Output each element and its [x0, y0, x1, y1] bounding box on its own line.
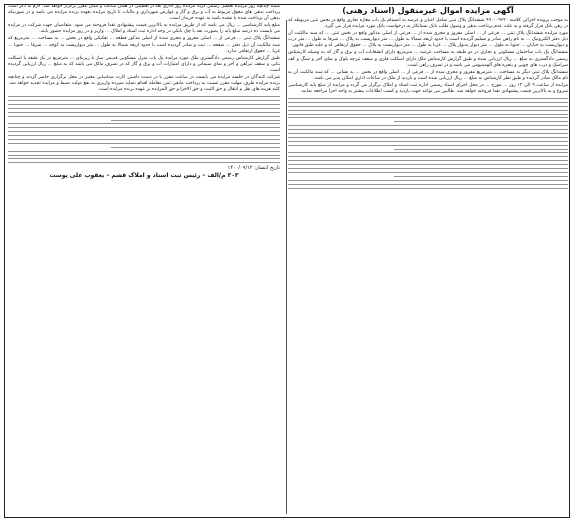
notice-paragraph: ششدانگ پلاک ثبتی دیگر به مساحت ... مترمربع مفروز و مجزی شده از ... فرعی از ... اصلی واقع در بخش ... به نشانی ... که سند مالکیت آن به نام مالک صادر گردیده و طبق نظر کارشناس به مبلغ ... ریال ارزیابی شده است و بازدید از ملک در ساعات اداری امکان پذیر می باشد.: [288, 69, 568, 81]
print-line: [8, 131, 280, 132]
notice-right-column: [288, 4, 568, 516]
print-line: [8, 139, 280, 140]
print-line: [288, 129, 568, 130]
notice-paragraph: طبق گزارش کارشناس رسمی دادگستری ملک مورد مزایده یک باب منزل مسکونی قدیمی ساز با زیربنای ... مترمربع در یک طبقه با اسکلت بنایی و سقف تیرآهن و آجر و نمای سیمانی و دارای امتیازات آب و برق و گاز که در تصرف مالک می باشد که به مبلغ ... ریال ارزیابی گردیده است.: [8, 55, 280, 73]
print-line: [288, 188, 568, 189]
notice-paragraph: مزایده از ساعت ۹ الی ۱۲ روز ... مورخ ... در محل اجرای اسناد رسمی اداره ثبت اسناد و املاک برگزار می گردد و مزایده از مبلغ پایه کارشناسی شروع و به بالاترین قیمت پیشنهادی نقدا فروخته خواهد شد. طالبین می توانند جهت بازدید و کسب اطلاعات بیشتر به واحد اجرا مراجعه نمایند.: [288, 82, 568, 95]
notice-paragraph: مبلغ پایه کارشناسی ... ریال می باشد که از طریق مزایده به بالاترین قیمت پیشنهادی نقدا فروخته می شود. متقاضیان جهت شرکت در مزایده می بایست ده درصد مبلغ پایه را بصورت نقد یا چک بانکی در وجه اداره ثبت اسناد و املاک ... واریز و در روز مزایده حضور یابند.: [8, 23, 280, 35]
print-line: [288, 117, 568, 118]
print-line: [288, 106, 568, 107]
print-line: [288, 114, 568, 115]
print-line: [288, 172, 568, 173]
print-line: [288, 133, 568, 134]
print-line: [8, 104, 280, 105]
print-line: [288, 168, 568, 169]
print-line: [8, 135, 280, 136]
print-line: [288, 184, 568, 185]
print-line: [111, 147, 280, 148]
print-line: [288, 125, 568, 126]
print-line: [394, 121, 568, 122]
print-line: [8, 158, 280, 159]
print-line: [8, 96, 280, 97]
print-line: [8, 143, 280, 144]
print-line: [8, 123, 280, 124]
notice-left-column: [8, 4, 280, 516]
column-divider: [286, 20, 287, 514]
print-line: [8, 116, 280, 117]
print-line: [288, 145, 568, 146]
print-line: [288, 98, 568, 99]
notice-paragraph: ششدانگ یک باب ساختمان مسکونی و تجاری در دو طبقه به مساحت عرصه ... مترمربع دارای انشعابات آب و برق و گاز که به وسیله کارشناس رسمی دادگستری به مبلغ ... ریال ارزیابی شده و طبق گزارش کارشناس ملک دارای اسکلت فلزی و سقف تیرچه بلوک و نمای آجر و سنگ و کف سرامیک و درب های چوبی و پنجره های آلومینیومی می باشد و در تصرف راهن است.: [288, 50, 568, 68]
print-line: [8, 151, 280, 152]
notice-paragraph: مورد مزایده ششدانگ پلاک ثبتی ... فرعی از ... اصلی مفروز و مجزی شده از ... فرعی از اصلی مذکور واقع در بخش ثبتی ... که سند مالکیت آن ذیل دفتر الکترونیک ... به نام راهن صادر و تسلیم گردیده است با حدود اربعه شمالا به طول ... متر دیواریست به پلاک ... شرقا به طول ... متر درب و دیواریست به خیابان ... جنوبا به طول ... متر دیوار بدیوار پلاک ... غربا به طول ... متر دیواریست به پلاک ... حقوق ارتفاقی له و علیه طبق قانون.: [288, 31, 568, 49]
print-line: [8, 127, 280, 128]
print-line: [288, 164, 568, 165]
print-line: [8, 155, 280, 156]
publish-date: تاریخ انتشار: ۱۴۰۰/۰۹/۱۲: [227, 165, 280, 172]
notice-paragraph: شرکت کنندگان در جلسه مزایده می بایست در ساعت مقرر با در دست داشتن کارت شناسایی معتبر در محل برگزاری حاضر گردند و چنانچه برنده مزایده ظرف مهلت مقرر نسبت به پرداخت مابقی ثمن معامله اقدام ننماید سپرده واریزی به نفع دولت ضبط و مزایده تجدید خواهد شد. کلیه هزینه های نقل و انتقال و حق الثبت و حق الاجرا و حق المزایده بر عهده برنده مزایده است.: [8, 75, 280, 93]
print-line: [288, 160, 568, 161]
print-line: [288, 180, 568, 181]
print-line: [8, 112, 280, 113]
print-line: [8, 108, 280, 109]
print-line: [394, 176, 568, 177]
print-line: [8, 162, 280, 163]
print-line: [288, 110, 568, 111]
notice-paragraph: به موجب پرونده اجرائی کلاسه ۹۹۰۰۰۹۶۲۰ ششدانگ پلاک ثبتی شامل اعیان و عرصه به انضمام یک باب مغازه تجاری واقع در بخش ثبتی مربوطه که در رهن بانک قرار گرفته و به علت عدم پرداخت بدهی و وصول طلب بانک بستانکار به درخواست بانک مورد مزایده قرار می گیرد.: [288, 18, 568, 30]
text-lines-right: [288, 98, 568, 188]
print-line: [288, 156, 568, 157]
print-line: [111, 120, 280, 121]
print-line: [8, 100, 280, 101]
notice-paragraph: ششدانگ پلاک ثبتی ... فرعی از ... اصلی مفروز و مجزی شده از اصلی مذکور قطعه ... تفکیکی واقع در بخش ... به مساحت ... مترمربع که سند مالکیت آن ذیل دفتر ... صفحه ... ثبت و صادر گردیده است با حدود اربعه شمالا به طول ... متر دیواریست به کوچه ... شرقا ... جنوبا ... غربا ... حقوق ارتفاقی ندارد.: [8, 36, 280, 54]
print-line: [288, 141, 568, 142]
print-line: [288, 152, 568, 153]
text-lines-left: [8, 96, 280, 163]
print-line: [288, 137, 568, 138]
notice-paragraph: ضمنا چنانچه روز مزایده تعطیل رسمی گردد مزایده روز اداری بعد از تعطیلی در همان ساعت و مکان مقرر برگزار خواهد شد. لازم به ذکر است پرداخت بدهی های معوق مربوط به آب و برق و گاز و عوارض شهرداری و مالیات تا تاریخ مزایده بعهده برنده مزایده می باشد و در صورتیکه بدهی آن پرداخت شده یا نشده باشد به عهده خریدار است.: [8, 4, 280, 22]
notice-title: آگهی مزایده اموال غیرمنقول (اسناد رهنی): [342, 6, 514, 15]
signature-line: ۳۰۳ م/الف – رئیس ثبت اسناد و املاک قشم – یعقوب علی پوست: [49, 172, 239, 180]
print-line: [394, 149, 568, 150]
print-line: [288, 102, 568, 103]
